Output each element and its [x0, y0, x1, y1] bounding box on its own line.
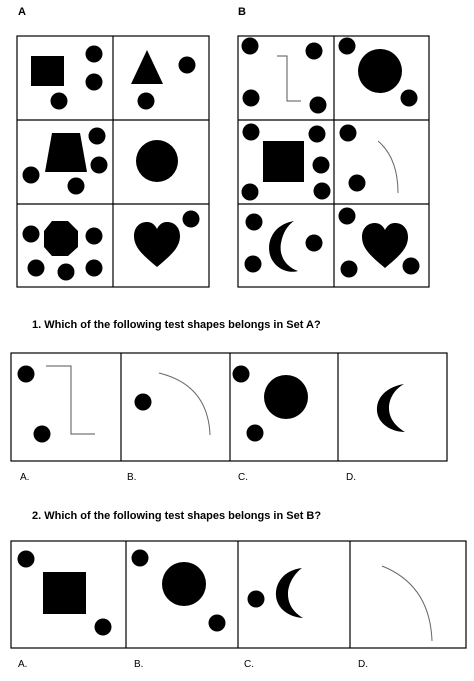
dot-shape [95, 619, 112, 636]
dot-shape [91, 157, 108, 174]
triangle-shape [131, 50, 163, 84]
q1-option-d-label: D. [346, 472, 356, 483]
dot-shape [209, 615, 226, 632]
dot-shape [58, 264, 75, 281]
dot-shape [18, 366, 35, 383]
dot-shape [86, 260, 103, 277]
bracket-line-shape [277, 56, 301, 101]
dot-shape [242, 38, 259, 55]
dot-shape [248, 591, 265, 608]
dot-shape [34, 426, 51, 443]
dot-shape [309, 126, 326, 143]
q1-option-d-shape [377, 384, 405, 432]
dot-shape [339, 38, 356, 55]
q2-option-c-label: C. [244, 659, 254, 670]
octagon-shape [44, 221, 78, 256]
set-b-cell-3 [242, 124, 331, 201]
crescent-shape [276, 568, 303, 618]
dot-shape [183, 211, 200, 228]
dot-shape [403, 258, 420, 275]
circle-shape [264, 375, 308, 419]
question-2-text: 2. Which of the following test shapes belongs in Set B? [32, 510, 322, 522]
dot-shape [340, 125, 357, 142]
set-b-cell-2 [339, 38, 418, 107]
dot-shape [18, 551, 35, 568]
circle-shape [358, 49, 402, 93]
q2-option-a-shape [18, 551, 112, 636]
dot-shape [314, 183, 331, 200]
dot-shape [339, 208, 356, 225]
set-a-cell-3 [23, 128, 108, 195]
question-1-text: 1. Which of the following test shapes belongs in Set A? [32, 319, 321, 331]
set-a-cell-1 [31, 46, 103, 110]
q1-option-b-label: B. [127, 472, 137, 483]
set-a-cell-2 [131, 50, 196, 110]
dot-shape [138, 93, 155, 110]
set-b-cell-1 [242, 38, 327, 114]
q1-option-c-shape [233, 366, 309, 442]
crescent-shape [377, 384, 405, 432]
dot-shape [313, 157, 330, 174]
set-b-cell-6 [339, 208, 420, 278]
set-a-label: A [18, 6, 26, 18]
q2-option-d-shape [382, 566, 432, 641]
arc-line-shape [378, 141, 398, 193]
dot-shape [247, 425, 264, 442]
dot-shape [246, 214, 263, 231]
dot-shape [401, 90, 418, 107]
arc-line-shape [159, 373, 210, 435]
dot-shape [89, 128, 106, 145]
heart-shape [362, 223, 408, 268]
heart-shape [134, 222, 180, 267]
dot-shape [242, 184, 259, 201]
arc-line-shape [382, 566, 432, 641]
dot-shape [86, 228, 103, 245]
dot-shape [179, 57, 196, 74]
dot-shape [28, 260, 45, 277]
dot-shape [86, 46, 103, 63]
q2-option-a-label: A. [18, 659, 28, 670]
dot-shape [245, 256, 262, 273]
dot-shape [23, 226, 40, 243]
set-b-cell-5 [245, 214, 323, 273]
dot-shape [51, 93, 68, 110]
dot-shape [135, 394, 152, 411]
dot-shape [341, 261, 358, 278]
set-b-cell-4 [340, 125, 399, 194]
dot-shape [132, 550, 149, 567]
dot-shape [310, 97, 327, 114]
set-a-cell-6 [134, 211, 200, 268]
q1-option-a-shape [18, 366, 96, 443]
square-shape [31, 56, 64, 86]
square-shape [263, 141, 304, 182]
dot-shape [243, 124, 260, 141]
q2-option-b-label: B. [134, 659, 144, 670]
dot-shape [68, 178, 85, 195]
dot-shape [86, 74, 103, 91]
set-a-cell-4 [136, 140, 178, 182]
crescent-shape [269, 221, 298, 272]
square-shape [43, 572, 86, 614]
q1-option-b-shape [135, 373, 211, 435]
set-a-cell-5 [23, 221, 103, 281]
dot-shape [243, 90, 260, 107]
q2-option-d-label: D. [358, 659, 368, 670]
dot-shape [23, 167, 40, 184]
trapezoid-shape [45, 133, 87, 172]
circle-shape [162, 562, 206, 606]
q1-option-a-label: A. [20, 472, 30, 483]
dot-shape [233, 366, 250, 383]
dot-shape [349, 175, 366, 192]
circle-shape [136, 140, 178, 182]
q2-option-c-shape [248, 568, 304, 618]
dot-shape [306, 235, 323, 252]
dot-shape [306, 43, 323, 60]
q2-option-b-shape [132, 550, 226, 632]
bracket-line-shape [46, 366, 95, 434]
q1-option-c-label: C. [238, 472, 248, 483]
set-b-label: B [238, 6, 246, 18]
